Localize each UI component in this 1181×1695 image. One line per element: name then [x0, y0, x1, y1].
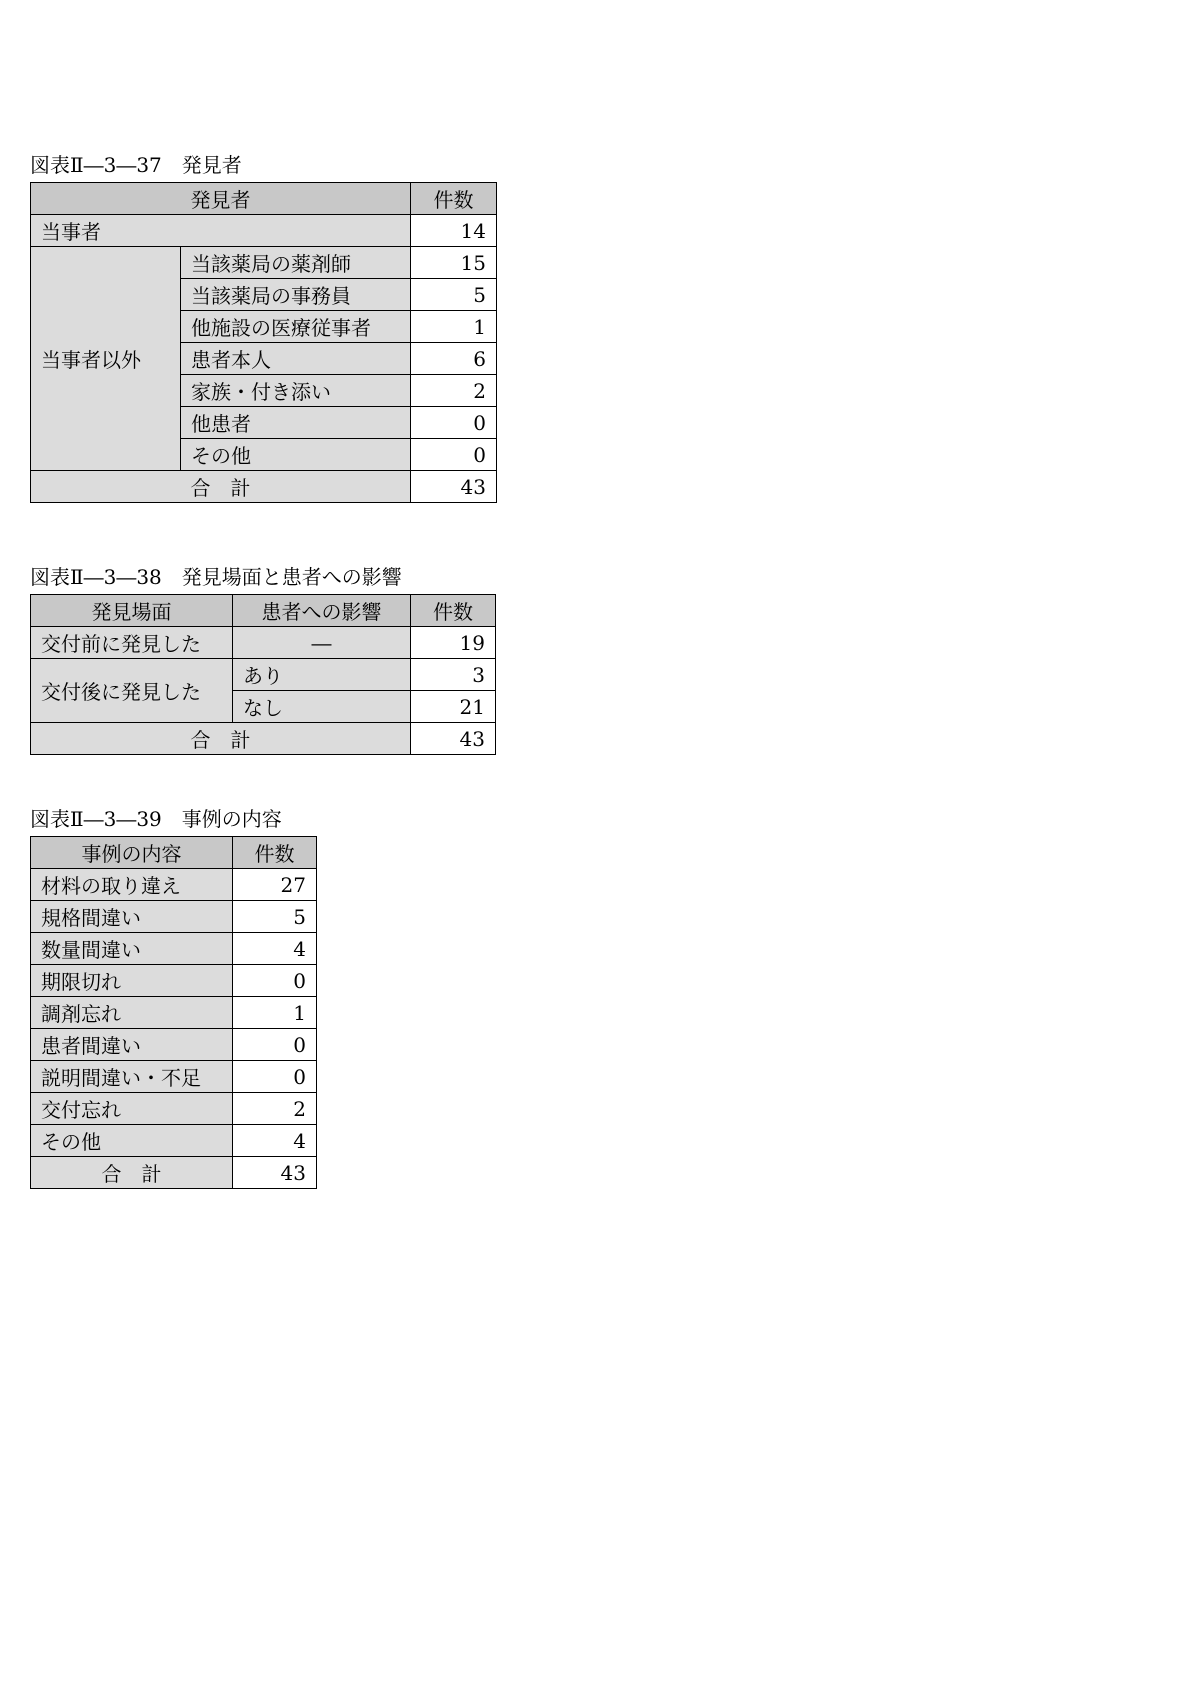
row-label: 数量間違い [31, 933, 233, 965]
table-row [31, 965, 317, 997]
row-count: 15 [411, 247, 497, 279]
total-row [31, 723, 496, 755]
row-label: 調剤忘れ [31, 997, 233, 1029]
row-count: 0 [411, 407, 497, 439]
total-count: 43 [411, 471, 497, 503]
row-label: 他患者 [181, 407, 411, 439]
table39-caption: 図表Ⅱ―3―39 事例の内容 [30, 807, 282, 831]
table-header-row [31, 837, 317, 869]
row-label: その他 [31, 1125, 233, 1157]
header-effect: 患者への影響 [233, 595, 411, 627]
row-count: 21 [411, 691, 496, 723]
group-label-after: 交付後に発見した [31, 659, 233, 723]
row-count: 27 [233, 869, 317, 901]
row-count-before: 19 [411, 627, 496, 659]
group-label-others: 当事者以外 [31, 247, 181, 471]
table-header-row [31, 595, 496, 627]
table38-caption: 図表Ⅱ―3―38 発見場面と患者への影響 [30, 565, 402, 589]
row-count: 6 [411, 343, 497, 375]
total-label: 合 計 [31, 471, 411, 503]
row-label-self: 当事者 [31, 215, 411, 247]
row-count: 2 [411, 375, 497, 407]
table-row [31, 901, 317, 933]
table37-discoverer [30, 182, 497, 503]
header-scene: 発見場面 [31, 595, 233, 627]
row-label: 家族・付き添い [181, 375, 411, 407]
table37-caption: 図表Ⅱ―3―37 発見者 [30, 153, 242, 177]
table-row [31, 659, 496, 691]
table-row [31, 1125, 317, 1157]
table-row [31, 1093, 317, 1125]
row-label: 患者本人 [181, 343, 411, 375]
row-count: 4 [233, 1125, 317, 1157]
table-row [31, 933, 317, 965]
row-label: 患者間違い [31, 1029, 233, 1061]
row-effect: なし [233, 691, 411, 723]
row-label: 当該薬局の事務員 [181, 279, 411, 311]
row-label-before: 交付前に発見した [31, 627, 233, 659]
row-count: 0 [233, 965, 317, 997]
table-header-row [31, 183, 497, 215]
row-label: その他 [181, 439, 411, 471]
row-count: 5 [411, 279, 497, 311]
header-discoverer: 発見者 [31, 183, 411, 215]
table-row [31, 997, 317, 1029]
row-count: 5 [233, 901, 317, 933]
header-content: 事例の内容 [31, 837, 233, 869]
row-effect-before: ― [233, 627, 411, 659]
row-count: 3 [411, 659, 496, 691]
row-count: 4 [233, 933, 317, 965]
table-row [31, 215, 497, 247]
total-count: 43 [233, 1157, 317, 1189]
total-row [31, 1157, 317, 1189]
row-count: 0 [233, 1061, 317, 1093]
total-count: 43 [411, 723, 496, 755]
row-count: 0 [411, 439, 497, 471]
row-label: 材料の取り違え [31, 869, 233, 901]
row-label: 他施設の医療従事者 [181, 311, 411, 343]
row-label: 規格間違い [31, 901, 233, 933]
table39-case-content [30, 836, 317, 1189]
row-label: 当該薬局の薬剤師 [181, 247, 411, 279]
table-row [31, 869, 317, 901]
table38-discovery-scene [30, 594, 496, 755]
row-count: 0 [233, 1029, 317, 1061]
header-count: 件数 [411, 595, 496, 627]
row-count: 1 [411, 311, 497, 343]
table-row [31, 1029, 317, 1061]
table-row [31, 247, 497, 279]
row-count: 1 [233, 997, 317, 1029]
row-effect: あり [233, 659, 411, 691]
total-row [31, 471, 497, 503]
header-count: 件数 [233, 837, 317, 869]
row-label: 交付忘れ [31, 1093, 233, 1125]
row-label: 説明間違い・不足 [31, 1061, 233, 1093]
row-count-self: 14 [411, 215, 497, 247]
row-label: 期限切れ [31, 965, 233, 997]
total-label: 合 計 [31, 723, 411, 755]
table-row [31, 627, 496, 659]
total-label: 合 計 [31, 1157, 233, 1189]
header-count: 件数 [411, 183, 497, 215]
table-row [31, 1061, 317, 1093]
row-count: 2 [233, 1093, 317, 1125]
